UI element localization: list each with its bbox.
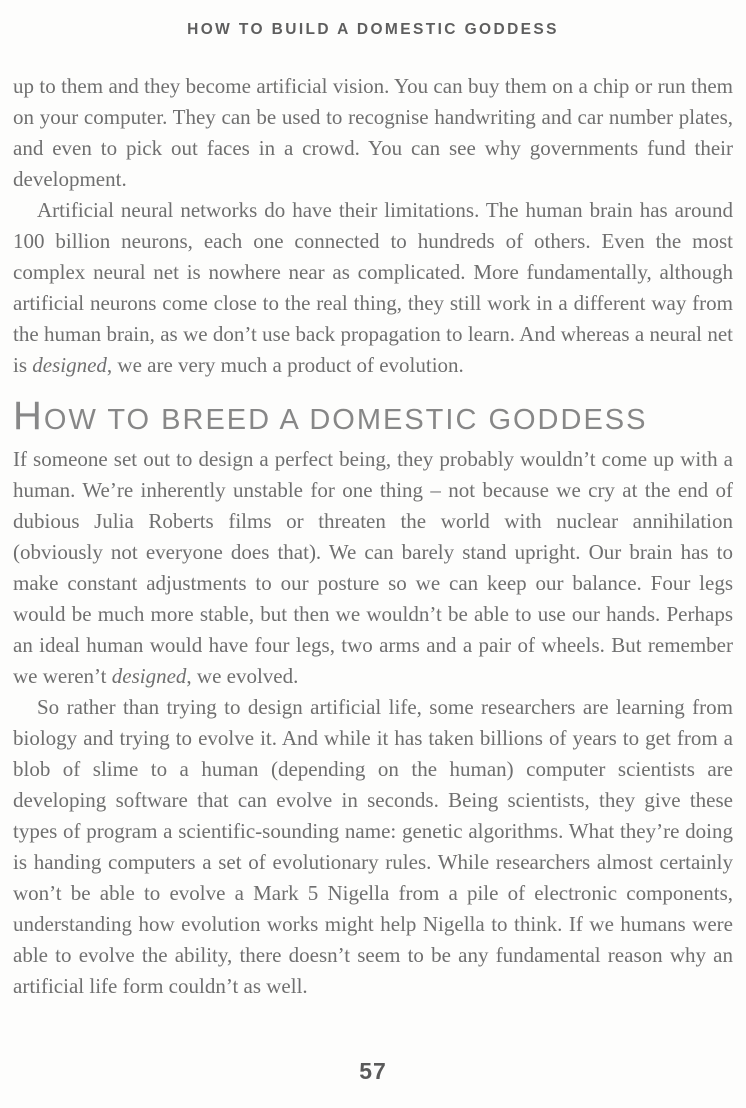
text-run: Artificial neural networks do have their limitations. The human brain has around 100 billion neurons, each one connected to hundreds of others. Even the most complex neural net is nowhere near as complicated. More fundamentally, although artificial neurons come close to the real thing, they still work in a different way from the human brain, as we don’t use back propagation to learn. And whereas a neural net is: [13, 198, 733, 377]
section-heading-initial: H: [13, 394, 44, 438]
text-run: If someone set out to design a perfect being, they probably wouldn’t come up with a human. We’re inherently unstable for one thing – not because we cry at the end of dubious Julia Roberts films or threaten the world with nuclear annihilation (obviously not everyone does that). We can barely stand upright. Our brain has to make constant adjustments to our posture so we can keep our balance. Four legs would be much more stable, but then we wouldn’t be able to use our hands. Perhaps an ideal human would have four legs, two arms and a pair of wheels. But remember we weren’t: [13, 447, 733, 688]
paragraph-4: So rather than trying to design artificial life, some researchers are learning from biology and trying to evolve it. And while it has taken billions of years to get from a blob of slime to a human (depending on the human) computer scientists are developing software that can evolve in seconds. Being scientists, they give these types of program a scientific-sounding name: genetic algorithms. What they’re doing is handing computers a set of evolutionary rules. While researchers almost certainly won’t be able to evolve a Mark 5 Nigella from a pile of electronic components, understanding how evolution works might help Nigella to think. If we humans were able to evolve the ability, there doesn’t seem to be any fundamental reason why an artificial life form couldn’t as well.: [13, 695, 733, 998]
paragraph-3: [13, 444, 733, 692]
text-run: , we are very much a product of evolution.: [106, 353, 464, 377]
running-head: HOW TO BUILD A DOMESTIC GODDESS: [187, 21, 559, 38]
paragraph-1: up to them and they become artificial vision. You can buy them on a chip or run them on your computer. They can be used to recognise handwriting and car number plates, and even to pick out faces in a crowd. You can see why governments fund their development.: [13, 74, 733, 191]
italic-word: designed: [32, 353, 107, 377]
page-number: 57: [359, 1058, 387, 1084]
section-heading-rest: OW TO BREED A DOMESTIC GODDESS: [43, 404, 648, 436]
section-heading: [13, 395, 733, 441]
paragraph-2: [13, 195, 733, 381]
italic-word: designed: [111, 664, 187, 688]
text-run: , we evolved.: [186, 664, 299, 688]
page-body: [13, 71, 733, 1002]
